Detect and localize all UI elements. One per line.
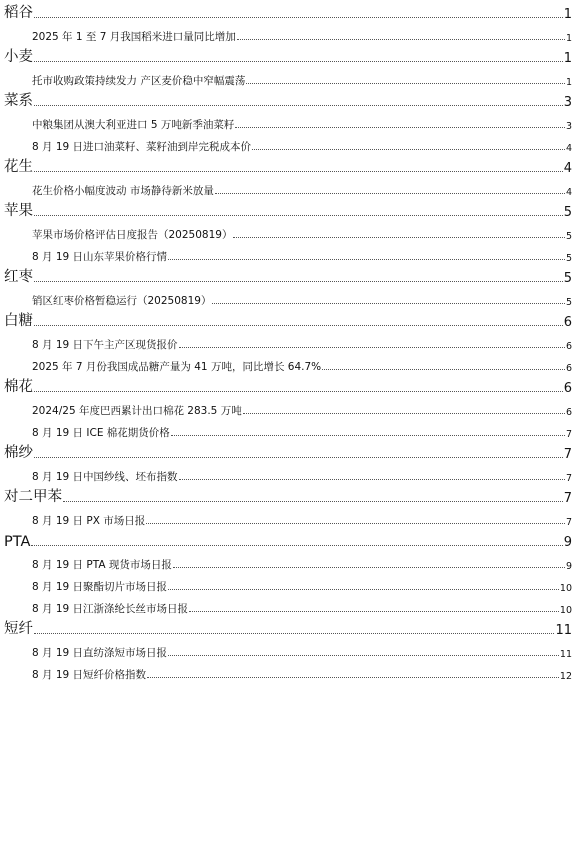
toc-section (4, 440, 572, 484)
toc-section-heading-title: 菜系 (4, 93, 33, 109)
toc-section (4, 374, 572, 440)
dot-leader (34, 105, 563, 106)
toc-entry-title: 8 月 19 日短纤价格指数 (32, 669, 147, 681)
toc-section (4, 88, 572, 154)
toc-section-heading[interactable] (4, 374, 572, 396)
toc-entry[interactable] (4, 594, 572, 616)
toc-entry-page-number: 1 (565, 77, 572, 88)
toc-entry[interactable] (4, 660, 572, 682)
toc-section-heading-title: 红枣 (4, 269, 33, 285)
toc-section-heading[interactable] (4, 0, 572, 22)
toc-entry-title: 中粮集团从澳大利亚进口 5 万吨新季油菜籽 (32, 119, 235, 131)
toc-entry-title: 8 月 19 日 PX 市场日报 (32, 515, 146, 527)
toc-entry-page-number: 7 (565, 517, 572, 528)
toc-entry-title: 花生价格小幅度波动 市场静待新米放量 (32, 185, 214, 197)
toc-section-heading[interactable] (4, 154, 572, 176)
dot-leader (168, 655, 559, 656)
toc-entry-title: 8 月 19 日 PTA 现货市场日报 (32, 559, 172, 571)
toc-entry[interactable] (4, 638, 572, 660)
toc-entry-title: 2025 年 1 至 7 月我国稻米进口量同比增加 (32, 31, 236, 43)
dot-leader (146, 523, 565, 524)
toc-entry[interactable] (4, 352, 572, 374)
dot-leader (237, 39, 565, 40)
toc-section-heading[interactable] (4, 440, 572, 462)
dot-leader (34, 171, 563, 172)
toc-entry-page-number: 5 (565, 231, 572, 242)
toc-entry[interactable] (4, 176, 572, 198)
toc-entry[interactable] (4, 110, 572, 132)
toc-entry-page-number: 7 (565, 473, 572, 484)
toc-entry[interactable] (4, 220, 572, 242)
dot-leader (322, 369, 565, 370)
dot-leader (34, 61, 563, 62)
toc-entry-page-number: 1 (565, 33, 572, 44)
toc-section (4, 198, 572, 264)
dot-leader (235, 127, 565, 128)
dot-leader (173, 567, 565, 568)
dot-leader (34, 281, 563, 282)
toc-entry[interactable] (4, 330, 572, 352)
toc-entry-page-number: 10 (559, 605, 572, 616)
toc-entry-title: 2024/25 年度巴西累计出口棉花 283.5 万吨 (32, 405, 242, 417)
toc-section (4, 484, 572, 528)
dot-leader (189, 611, 559, 612)
toc-section-heading-title: 小麦 (4, 49, 33, 65)
dot-leader (34, 215, 563, 216)
dot-leader (147, 677, 559, 678)
toc-section-heading-title: PTA (4, 534, 31, 550)
dot-leader (34, 457, 563, 458)
toc-section-heading[interactable] (4, 264, 572, 286)
toc-entry[interactable] (4, 462, 572, 484)
toc-section-heading-page-number: 5 (563, 271, 572, 286)
toc-section (4, 308, 572, 374)
toc-entry-page-number: 10 (559, 583, 572, 594)
toc-entry-page-number: 6 (565, 341, 572, 352)
dot-leader (215, 193, 565, 194)
toc-section-heading[interactable] (4, 484, 572, 506)
toc-entry-title: 2025 年 7 月份我国成品糖产量为 41 万吨，同比增长 64.7% (32, 361, 322, 373)
toc-entry-title: 8 月 19 日 ICE 棉花期货价格 (32, 427, 170, 439)
toc-entry-page-number: 6 (565, 407, 572, 418)
toc-section (4, 0, 572, 44)
dot-leader (168, 589, 559, 590)
toc-entry-title: 8 月 19 日直纺涤短市场日报 (32, 647, 168, 659)
dot-leader (171, 435, 565, 436)
toc-entry-title: 8 月 19 日中国纱线、坯布指数 (32, 471, 178, 483)
toc-section-heading-title: 棉花 (4, 379, 33, 395)
toc-entry[interactable] (4, 396, 572, 418)
toc-section-heading[interactable] (4, 88, 572, 110)
toc-section-heading[interactable] (4, 616, 572, 638)
toc-section (4, 154, 572, 198)
toc-entry-page-number: 4 (565, 143, 572, 154)
toc-section-heading-title: 对二甲苯 (4, 489, 62, 505)
toc-entry-page-number: 6 (565, 363, 572, 374)
toc-section (4, 264, 572, 308)
toc-section-heading[interactable] (4, 308, 572, 330)
toc-entry-title: 托市收购政策持续发力 产区麦价稳中窄幅震荡 (32, 75, 246, 87)
toc-entry[interactable] (4, 572, 572, 594)
toc-entry[interactable] (4, 286, 572, 308)
toc-entry-title: 销区红枣价格暂稳运行（20250819） (32, 295, 212, 307)
toc-entry[interactable] (4, 242, 572, 264)
toc-entry[interactable] (4, 550, 572, 572)
table-of-contents (4, 0, 572, 682)
dot-leader (233, 237, 565, 238)
toc-entry-page-number: 5 (565, 297, 572, 308)
dot-leader (179, 347, 565, 348)
toc-section-heading-page-number: 1 (563, 51, 572, 66)
toc-section-heading[interactable] (4, 528, 572, 550)
toc-section (4, 44, 572, 88)
toc-entry-title: 8 月 19 日下午主产区现货报价 (32, 339, 178, 351)
dot-leader (34, 17, 563, 18)
toc-section-heading-title: 花生 (4, 159, 33, 175)
toc-section-heading-title: 稻谷 (4, 5, 33, 21)
toc-section-heading-page-number: 4 (563, 161, 572, 176)
toc-entry[interactable] (4, 418, 572, 440)
toc-entry-page-number: 11 (559, 649, 572, 660)
dot-leader (246, 83, 565, 84)
toc-section-heading[interactable] (4, 44, 572, 66)
toc-entry-page-number: 3 (565, 121, 572, 132)
toc-section-heading-page-number: 7 (563, 447, 572, 462)
toc-section-heading-title: 白糖 (4, 313, 33, 329)
toc-section (4, 528, 572, 616)
toc-entry-page-number: 9 (565, 561, 572, 572)
dot-leader (34, 633, 554, 634)
toc-section-heading-page-number: 5 (563, 205, 572, 220)
toc-section-heading-title: 棉纱 (4, 445, 33, 461)
toc-entry-title: 8 月 19 日进口油菜籽、菜籽油到岸完税成本价 (32, 141, 252, 153)
toc-entry-page-number: 5 (565, 253, 572, 264)
dot-leader (252, 149, 565, 150)
toc-section-heading-page-number: 7 (563, 491, 572, 506)
toc-section-heading-title: 苹果 (4, 203, 33, 219)
dot-leader (212, 303, 565, 304)
toc-entry[interactable] (4, 132, 572, 154)
toc-section (4, 616, 572, 682)
toc-section-heading-page-number: 3 (563, 95, 572, 110)
toc-section-heading-page-number: 1 (563, 7, 572, 22)
dot-leader (243, 413, 565, 414)
dot-leader (34, 391, 563, 392)
toc-entry-page-number: 7 (565, 429, 572, 440)
toc-section-heading[interactable] (4, 198, 572, 220)
toc-section-heading-page-number: 9 (563, 535, 572, 550)
toc-section-heading-page-number: 6 (563, 315, 572, 330)
toc-section-heading-page-number: 6 (563, 381, 572, 396)
toc-entry[interactable] (4, 506, 572, 528)
toc-section-heading-title: 短纤 (4, 621, 33, 637)
toc-entry-title: 8 月 19 日江浙涤纶长丝市场日报 (32, 603, 189, 615)
toc-entry[interactable] (4, 22, 572, 44)
toc-entry-page-number: 12 (559, 671, 572, 682)
dot-leader (31, 545, 562, 546)
toc-entry-title: 苹果市场价格评估日度报告（20250819） (32, 229, 233, 241)
toc-entry-page-number: 4 (565, 187, 572, 198)
toc-entry[interactable] (4, 66, 572, 88)
dot-leader (179, 479, 565, 480)
dot-leader (63, 501, 563, 502)
dot-leader (168, 259, 565, 260)
dot-leader (34, 325, 563, 326)
toc-entry-title: 8 月 19 日山东苹果价格行情 (32, 251, 168, 263)
toc-entry-title: 8 月 19 日聚酯切片市场日报 (32, 581, 168, 593)
toc-section-heading-page-number: 11 (555, 623, 572, 638)
